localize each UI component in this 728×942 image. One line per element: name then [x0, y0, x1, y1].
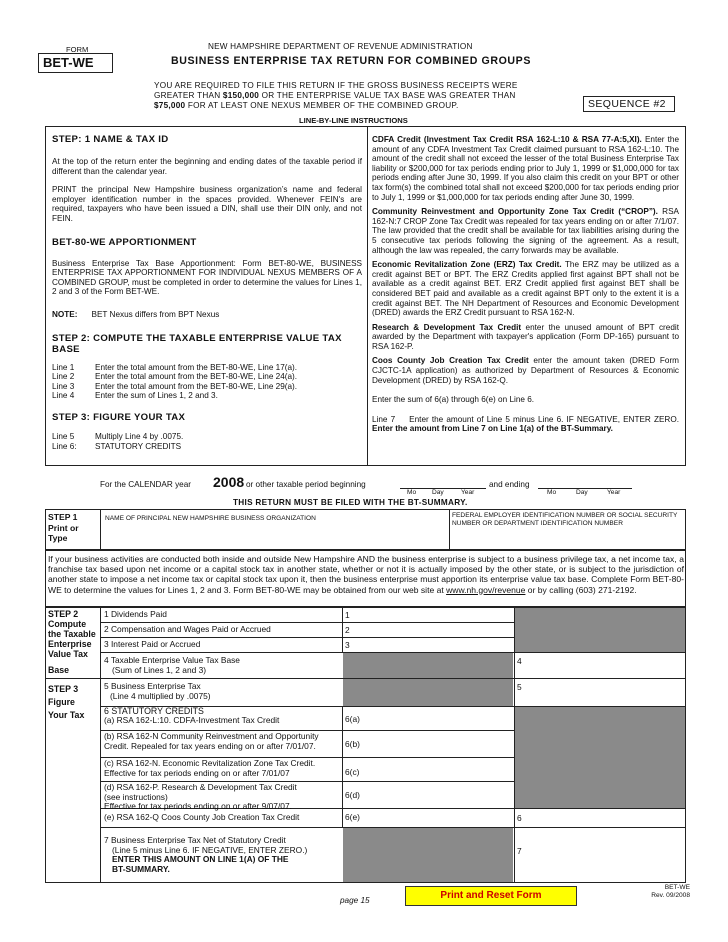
footer-revision: Rev. 09/2008	[651, 892, 690, 899]
step2-line-row-label: Line 4	[52, 391, 75, 401]
step2-heading: STEP 2: COMPUTE THE TAXABLE ENTERPRISE VALUE TAX BASE	[52, 332, 342, 355]
footer-form-id: BET-WE	[664, 884, 690, 891]
step3-line-row	[52, 442, 362, 452]
end-year-label: Year	[607, 489, 621, 496]
bet80-para: Business Enterprise Tax Base Apportionment: Form BET-80-WE, BUSINESS ENTERPRISE TAX APPORTIONMENT FOR INDIVIDUAL NEXUS MEMBERS OF A COMBINED GROUP, must be completed in order to determine the values for Lines 1, 2 and 3 of the Form BET-WE.	[52, 258, 362, 297]
line6c-input[interactable]	[370, 759, 512, 780]
step2-line-row-label: Line 2	[52, 372, 75, 382]
and-ending-text: and ending	[489, 480, 530, 489]
fein-label: FEDERAL EMPLOYER IDENTIFICATION NUMBER OR SOCIAL SECURITY NUMBER OR DEPARTMENT IDENTIFICATION NUMBER	[452, 512, 678, 527]
line3-number: 3	[345, 640, 350, 650]
line6a-number: 6(a)	[345, 714, 360, 724]
department-name: NEW HAMPSHIRE DEPARTMENT OF REVENUE ADMINISTRATION	[208, 42, 473, 51]
line7-instruction: Line 7 Enter the amount of Line 5 minus Line 6. IF NEGATIVE, ENTER ZERO. Enter the amount from Line 7 on Line 1(a) of the BT-Summary.	[372, 414, 679, 434]
page-title: BUSINESS ENTERPRISE TAX RETURN FOR COMBINED GROUPS	[171, 55, 532, 67]
page-number: page 15	[340, 896, 370, 905]
step3-line-list	[52, 432, 362, 451]
line1-label: 1 Dividends Paid	[104, 609, 167, 619]
note-line: NOTE: BET Nexus differs from BPT Nexus	[52, 309, 220, 319]
line6e-number: 6(e)	[345, 812, 360, 822]
line6-total-input[interactable]	[527, 810, 684, 826]
line3-input[interactable]	[355, 639, 512, 651]
instructions-left-column	[52, 134, 362, 451]
notice-line-3: $75,000 FOR AT LEAST ONE NEXUS MEMBER OF THE COMBINED GROUP.	[154, 101, 459, 110]
instructions-right-column	[372, 135, 679, 434]
line6d-number: 6(d)	[345, 790, 360, 800]
website-link[interactable]: www.nh.gov/revenue	[446, 584, 526, 595]
form-label: FORM	[66, 45, 89, 54]
step2-line-row-text: Enter the total amount from the BET-80-WE, Line 17(a).	[95, 362, 298, 372]
line7-label: 7 Business Enterprise Tax Net of Statutory Credit (Line 5 minus Line 6. IF NEGATIVE, ENTER ZERO.) ENTER THIS AMOUNT ON LINE 1(A) OF THE BT-SUMMARY.	[104, 835, 308, 874]
line1-input[interactable]	[355, 609, 512, 621]
step3-line-row-text: Multiply Line 4 by .0075.	[95, 431, 184, 441]
step2-line-row-text: Enter the total amount from the BET-80-WE, Line 24(a).	[95, 372, 298, 382]
begin-mo-label: Mo	[407, 489, 417, 496]
fein-input[interactable]	[451, 530, 684, 548]
line7-input[interactable]	[527, 829, 684, 881]
line4-number: 4	[517, 656, 522, 666]
end-mo-label: Mo	[547, 489, 557, 496]
erz-credit-block: Economic Revitalization Zone (ERZ) Tax Credit. The ERZ may be utilized as a credit against BET or BPT. The ERZ Credits applied first against BPT shall not be available as a credit against BET. ERZ Credit applied first against BET shall be considered BET paid and available as a credit against BPT only to the extent it is a credit against BET. The NH Department of Resources and Economic Development (DRED) awards the ERZ Credit pursuant to RSA 162-N.	[372, 260, 679, 318]
step2-line-row	[52, 372, 362, 382]
step1-side-label: STEP 1 Print or Type	[48, 512, 79, 543]
step1-para-2: PRINT the principal New Hampshire business organization’s name and federal employer identification number in the spaces provided. Whenever FEIN's are required, taxpayers who have been issued a DIN, shall use their DIN only, and not FEIN.	[52, 185, 362, 223]
line1-number: 1	[345, 610, 350, 620]
line6a-input[interactable]	[370, 708, 512, 729]
period-beginning-text: or other taxable period beginning	[246, 480, 366, 489]
step1-heading: STEP: 1 NAME & TAX ID	[52, 134, 169, 145]
step2-line-row-text: Enter the total amount from the BET-80-WE, Line 29(a).	[95, 381, 298, 391]
print-reset-button[interactable]: Print and Reset Form	[405, 886, 577, 906]
step2-line-row-label: Line 3	[52, 381, 75, 391]
line6-label: 6 STATUTORY CREDITS	[104, 706, 204, 716]
rd-credit-block: Research & Development Tax Credit enter the unused amount of BPT credit awarded by the Department with taxpayer's application (Form DP-165) pursuant to RSA 162-P.	[372, 322, 679, 351]
begin-day-label: Day	[432, 489, 444, 496]
line5-number: 5	[517, 682, 522, 692]
line6d-label: (d) RSA 162-P. Research & Development Tax Credit (see instructions) Effective for tax periods ending on or after 9/07/07.	[104, 782, 297, 811]
step3-line-row-text: STATUTORY CREDITS	[95, 441, 182, 451]
step2-line-row	[52, 363, 362, 373]
line4-label: 4 Taxable Enterprise Value Tax Base (Sum of Lines 1, 2 and 3)	[104, 655, 240, 675]
step3-side-label: STEP 3 Figure Your Tax	[48, 684, 85, 720]
step3-line-row-label: Line 6:	[52, 441, 77, 451]
sequence-badge: SEQUENCE #2	[583, 96, 675, 112]
notice-line-2: GREATER THAN $150,000 OR THE ENTERPRISE VALUE TAX BASE WAS GREATER THAN	[154, 91, 516, 100]
form-id: BET-WE	[38, 53, 113, 73]
step2-line-row-label: Line 1	[52, 362, 75, 372]
apportion-notice: If your business activities are conducted both inside and outside New Hampshire AND the business enterprise is subject to a business privilege tax, a net income tax, a franchise tax based upon net income or a capital stock tax in another state, whether or not it is actually imposed by the other state, or is subject to the jurisdiction of another state to impose a net income tax or capital stock tax upon it, then the business enterprise must apportion its enterprise value tax base. Complete Form BET-80-WE to determine the values for Lines 1, 2 and 3. Form BET-80-WE may be obtained from our web site at www.nh.gov/revenue or by calling (603) 271-2192.	[48, 554, 684, 595]
step2-line-row	[52, 382, 362, 392]
bet80-heading: BET-80-WE APPORTIONMENT	[52, 236, 197, 248]
line6-number: 6	[517, 813, 522, 823]
instructions-title: LINE-BY-LINE INSTRUCTIONS	[299, 116, 408, 125]
line6c-number: 6(c)	[345, 767, 360, 777]
end-day-label: Day	[576, 489, 588, 496]
org-name-input[interactable]	[102, 526, 447, 548]
must-file-notice: THIS RETURN MUST BE FILED WITH THE BT-SUMMARY.	[233, 498, 468, 507]
org-name-label: NAME OF PRINCIPAL NEW HAMPSHIRE BUSINESS ORGANIZATION	[105, 515, 316, 522]
step2-side-label: STEP 2 Compute the Taxable Enterprise Value Tax Base	[48, 609, 96, 675]
line6b-label: (b) RSA 162-N Community Reinvestment and Opportunity Credit. Repealed for tax years ending on or after 7/01/07.	[104, 731, 319, 751]
line3-label: 3 Interest Paid or Accrued	[104, 639, 201, 649]
line2-number: 2	[345, 625, 350, 635]
coos-credit-block: Coos County Job Creation Tax Credit enter the amount taken (DRED Form CJCTC-1A application) as authorized by Department of Resources & Economic Development (DRED) by RSA 162-Q.	[372, 356, 679, 385]
line6b-input[interactable]	[370, 732, 512, 756]
sum-instruction: Enter the sum of 6(a) through 6(e) on Line 6.	[372, 395, 535, 405]
step3-line-row-label: Line 5	[52, 431, 75, 441]
step1-para-1: At the top of the return enter the beginning and ending dates of the taxable period if different than the calendar year.	[52, 157, 362, 176]
line2-label: 2 Compensation and Wages Paid or Accrued	[104, 624, 271, 634]
step2-line-row	[52, 391, 362, 401]
line6d-input[interactable]	[370, 783, 512, 807]
step2-line-row-text: Enter the sum of Lines 1, 2 and 3.	[95, 391, 218, 401]
line2-input[interactable]	[355, 624, 512, 636]
line6b-number: 6(b)	[345, 739, 360, 749]
begin-year-label: Year	[461, 489, 475, 496]
step2-line-list	[52, 363, 362, 401]
line5-input[interactable]	[527, 680, 684, 704]
step3-heading: STEP 3: FIGURE YOUR TAX	[52, 411, 186, 423]
calendar-year: 2008	[213, 474, 245, 490]
calendar-year-text: For the CALENDAR year	[100, 480, 192, 489]
line6c-label: (c) RSA 162-N. Economic Revitalization Zone Tax Credit. Effective for tax periods ending on or after 7/01/07	[104, 758, 316, 778]
line7-number: 7	[517, 846, 522, 856]
line6e-input[interactable]	[370, 810, 512, 826]
line5-label: 5 Business Enterprise Tax (Line 4 multiplied by .0075)	[104, 681, 211, 701]
crop-credit-block: Community Reinvestment and Opportunity Zone Tax Credit (“CROP”). RSA 162-N:7 CROP Zone Tax Credit was repealed for tax years ending on or after 7/1/07. The law provided that the credit shall be available for tax liabilities arising during the 5 consecutive tax periods following the signing of the agreement. As a result, although the law was repealed, the carry forwards may be available.	[372, 207, 679, 255]
cdfa-credit-block: CDFA Credit (Investment Tax Credit RSA 162-L:10 & RSA 77-A:5,XI). Enter the amount of any CDFA Investment Tax Credit claimed pursuant to RSA 162-L:10. The amount of the credit shall not exceed the lesser of the total Business Enterprise Tax liability or $200,000 for tax periods ending prior to July 1, 1999 or $1,000,000 for tax periods ending after June 30, 1999. If you also claim this credit on your BPT or other tax form(s) the combined total shall not exceed $200,000 for tax periods ending prior to July 1, 1999 or $1,000,000 for tax periods ending after June 30, 1999.	[372, 135, 679, 202]
notice-line-1: YOU ARE REQUIRED TO FILE THIS RETURN IF THE GROSS BUSINESS RECEIPTS WERE	[154, 81, 518, 90]
line4-input[interactable]	[527, 654, 684, 676]
line6e-label: (e) RSA 162-Q Coos County Job Creation Tax Credit	[104, 812, 300, 822]
step3-line-row	[52, 432, 362, 442]
line6a-label: (a) RSA 162-L:10. CDFA-Investment Tax Credit	[104, 715, 280, 725]
